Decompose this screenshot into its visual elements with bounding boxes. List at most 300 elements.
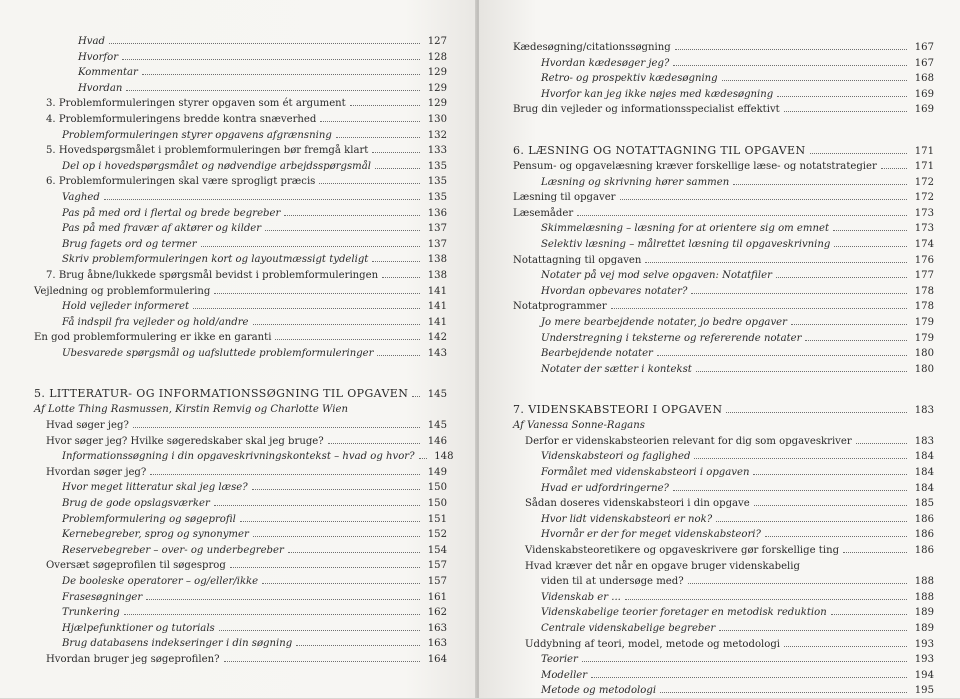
leader-dots xyxy=(193,308,420,309)
entry-title: Hvordan søger jeg? xyxy=(46,466,147,478)
entry-title: Hvordan opbevares notater? xyxy=(541,285,688,297)
entry-title: Uddybning af teori, model, metode og metodologi xyxy=(525,638,781,650)
leader-dots xyxy=(881,168,907,169)
page-number: 150 xyxy=(427,482,447,494)
page-number: 137 xyxy=(427,223,447,235)
toc-entry xyxy=(34,558,447,574)
entry-title: Problemformulering og søgeprofil xyxy=(62,513,236,525)
page-number: 169 xyxy=(914,88,934,100)
entry-title: Videnskabelige teorier foretager en metodisk reduktion xyxy=(541,607,827,619)
chapter-heading-5 xyxy=(34,385,447,402)
page-number: 189 xyxy=(914,623,934,634)
page-number: 195 xyxy=(914,685,934,697)
page-number: 183 xyxy=(914,405,934,417)
leader-dots xyxy=(230,567,420,568)
toc-entry xyxy=(34,128,447,144)
toc-entry xyxy=(513,253,934,269)
entry-title: Notattagning til opgaven xyxy=(513,254,642,266)
entry-title: En god problemformulering er ikke en garanti xyxy=(34,332,272,344)
leader-dots xyxy=(810,153,907,154)
leader-dots xyxy=(833,230,907,231)
page-number: 157 xyxy=(427,576,447,587)
leader-dots xyxy=(133,427,420,428)
toc-entry xyxy=(513,346,934,362)
toc-entry xyxy=(513,512,934,528)
entry-title: Retro- og prospektiv kædesøgning xyxy=(541,73,718,85)
page-number: 177 xyxy=(914,270,934,282)
toc-entry xyxy=(513,652,934,668)
entry-title: Videnskabsteoretikere og opgaveskrivere gør forskellige ting xyxy=(525,545,840,557)
entry-title: Hvordan xyxy=(78,82,123,94)
page-number: 148 xyxy=(434,451,454,463)
leader-dots xyxy=(591,677,907,678)
page-number: 179 xyxy=(914,316,934,328)
left-page xyxy=(0,0,477,698)
page-number: 138 xyxy=(427,254,447,266)
toc-entry xyxy=(513,605,934,621)
toc-entry xyxy=(34,190,447,206)
leader-dots xyxy=(262,583,420,584)
page-number: 180 xyxy=(914,348,934,360)
leader-dots xyxy=(645,262,907,263)
entry-title: Trunkering xyxy=(62,607,120,619)
leader-dots xyxy=(419,458,427,459)
leader-dots xyxy=(265,230,420,231)
entry-title: Sådan doseres videnskabsteori i din opgave xyxy=(525,498,750,510)
entry-title: Oversæt søgeprofilen til søgesprog xyxy=(46,560,226,572)
entry-title: Hjælpefunktioner og tutorials xyxy=(62,622,215,634)
page-number: 129 xyxy=(427,67,447,79)
entry-title: Kommentar xyxy=(78,67,138,79)
leader-dots xyxy=(834,246,907,247)
leader-dots xyxy=(733,184,907,185)
leader-dots xyxy=(696,371,907,372)
page-number: 163 xyxy=(427,622,447,634)
page-number: 138 xyxy=(427,269,447,281)
toc-entry xyxy=(513,481,934,497)
leader-dots xyxy=(275,339,420,340)
entry-title: 7. Brug åbne/lukkede spørgsmål bevidst i problemformuleringen xyxy=(46,269,379,281)
leader-dots xyxy=(657,355,907,356)
leader-dots xyxy=(694,458,907,459)
toc-entry xyxy=(34,574,447,590)
leader-dots xyxy=(831,614,907,615)
entry-title: Reservebegreber – over- og underbegreber xyxy=(62,544,284,556)
toc-entry xyxy=(34,96,447,112)
toc-entry xyxy=(513,87,934,103)
leader-dots xyxy=(320,121,420,122)
toc-entry xyxy=(513,190,934,206)
entry-title: Få indspil fra vejleder og hold/andre xyxy=(62,316,249,328)
toc-list-top-left xyxy=(34,34,447,361)
entry-title: Hvorfor kan jeg ikke nøjes med kædesøgning xyxy=(541,88,774,100)
toc-entry xyxy=(34,636,447,652)
page-number: 174 xyxy=(914,238,934,250)
entry-title: Hvad kræver det når en opgave bruger videnskabelig xyxy=(525,560,800,572)
page-number: 171 xyxy=(914,145,934,157)
page-number: 163 xyxy=(427,638,447,650)
entry-title: Læsemåder xyxy=(513,207,574,219)
page-number: 135 xyxy=(427,191,447,203)
leader-dots xyxy=(319,183,420,184)
page-number: 145 xyxy=(427,420,447,432)
toc-entry xyxy=(34,81,447,97)
entry-title: Centrale videnskabelige begreber xyxy=(541,623,716,634)
toc-entry xyxy=(34,159,447,175)
entry-title: Hvordan kædesøger jeg? xyxy=(541,57,670,69)
page-number: 194 xyxy=(914,669,934,681)
entry-title: De booleske operatorer – og/eller/ikke xyxy=(62,576,259,587)
toc-entry xyxy=(34,237,447,253)
page-number: 157 xyxy=(427,560,447,572)
leader-dots xyxy=(201,246,420,247)
leader-dots xyxy=(240,521,420,522)
toc-entry xyxy=(34,418,447,434)
page-number: 178 xyxy=(914,285,934,297)
page-number: 129 xyxy=(427,82,447,94)
toc-entry xyxy=(513,237,934,253)
toc-entry xyxy=(513,434,934,450)
leader-dots xyxy=(791,324,907,325)
leader-dots xyxy=(253,324,421,325)
toc-entry xyxy=(34,174,447,190)
leader-dots xyxy=(688,583,907,584)
page-number: 185 xyxy=(914,498,934,510)
entry-title: 5. Hovedspørgsmålet i problemformuleringen bør fremgå klart xyxy=(46,145,369,157)
toc-entry xyxy=(34,315,447,331)
toc-entry xyxy=(34,590,447,606)
page-number: 135 xyxy=(427,160,447,172)
page-number: 142 xyxy=(427,332,447,344)
toc-entry xyxy=(513,331,934,347)
entry-title: Understregning i teksterne og refererende notater xyxy=(541,332,802,344)
page-number: 164 xyxy=(427,653,447,665)
entry-title: Notatprogrammer xyxy=(513,301,607,313)
page-number: 143 xyxy=(427,347,447,359)
leader-dots xyxy=(219,630,420,631)
entry-title: Del op i hovedspørgsmålet og nødvendige arbejdsspørgsmål xyxy=(62,160,371,172)
page-number: 179 xyxy=(914,332,934,344)
page-number: 152 xyxy=(427,529,447,541)
leader-dots xyxy=(104,199,420,200)
entry-title: Vaghed xyxy=(62,191,100,203)
toc-entry xyxy=(34,252,447,268)
entry-title: Hvor meget litteratur skal jeg læse? xyxy=(62,482,248,494)
toc-list-chapter-7 xyxy=(513,434,934,699)
leader-dots xyxy=(375,168,420,169)
leader-dots xyxy=(150,474,420,475)
toc-entry xyxy=(513,637,934,653)
entry-title: Modeller xyxy=(541,669,588,681)
page-number: 186 xyxy=(914,529,934,541)
leader-dots xyxy=(691,293,907,294)
leader-dots xyxy=(673,490,907,491)
leader-dots xyxy=(146,599,420,600)
leader-dots xyxy=(660,692,907,693)
page-number: 186 xyxy=(914,513,934,525)
entry-title: Læsning og skrivning hører sammen xyxy=(541,176,730,188)
toc-entry xyxy=(34,268,447,284)
toc-entry xyxy=(34,465,447,481)
leader-dots xyxy=(124,614,420,615)
page-number: 193 xyxy=(914,638,934,650)
toc-entry xyxy=(34,206,447,222)
page-number: 176 xyxy=(914,254,934,266)
leader-dots xyxy=(252,489,420,490)
toc-entry xyxy=(513,284,934,300)
chapter-title: 7. VIDENSKABSTEORI I OPGAVEN xyxy=(513,403,723,417)
toc-entry xyxy=(34,299,447,315)
page-number: 137 xyxy=(427,238,447,250)
entry-title: Skriv problemformuleringen kort og layoutmæssigt tydeligt xyxy=(62,254,369,266)
entry-title: Pensum- og opgavelæsning kræver forskellige læse- og notatstrategier xyxy=(513,160,877,172)
entry-title: Frasesøgninger xyxy=(62,591,143,603)
leader-dots xyxy=(126,90,420,91)
page-number: 186 xyxy=(914,545,934,557)
leader-dots xyxy=(673,65,907,66)
entry-title: Brug databasens indekseringer i din søgning xyxy=(62,638,293,650)
entry-title: Notater på vej mod selve opgaven: Notatfiler xyxy=(541,270,772,282)
leader-dots xyxy=(582,661,907,662)
leader-dots xyxy=(372,152,420,153)
toc-entry xyxy=(513,175,934,191)
entry-title: 4. Problemformuleringens bredde kontra snæverhed xyxy=(46,113,317,125)
toc-entry xyxy=(513,574,934,590)
toc-entry xyxy=(34,65,447,81)
chapter-title: 6. LÆSNING OG NOTATTAGNING TIL OPGAVEN xyxy=(513,143,806,157)
entry-title: 3. Problemformuleringen styrer opgaven som ét argument xyxy=(46,98,346,110)
leader-dots xyxy=(675,49,907,50)
entry-title: Brug din vejleder og informationsspecialist effektivt xyxy=(513,104,780,116)
entry-title: Hvor søger jeg? Hvilke søgeredskaber skal jeg bruge? xyxy=(46,435,324,447)
entry-title: Problemformuleringen styrer opgavens afgrænsning xyxy=(62,129,332,141)
entry-title: Hold vejleder informeret xyxy=(62,301,190,313)
chapter-title: 5. LITTERATUR- OG INFORMATIONSSØGNING TIL OPGAVEN xyxy=(34,387,409,401)
page-number: 129 xyxy=(427,98,447,110)
toc-entry xyxy=(513,71,934,87)
leader-dots xyxy=(856,443,907,444)
entry-title: Formålet med videnskabsteori i opgaven xyxy=(541,467,750,479)
leader-dots xyxy=(336,137,420,138)
leader-dots xyxy=(754,505,907,506)
leader-dots xyxy=(377,355,420,356)
toc-entry xyxy=(513,590,934,606)
toc-entry xyxy=(513,315,934,331)
leader-dots xyxy=(843,552,907,553)
entry-title: Hvor lidt videnskabsteori er nok? xyxy=(541,513,713,525)
leader-dots xyxy=(719,630,907,631)
chapter-heading-6 xyxy=(513,142,934,159)
toc-entry xyxy=(34,330,447,346)
leader-dots xyxy=(122,59,420,60)
page-number: 162 xyxy=(427,607,447,619)
page-number: 127 xyxy=(427,36,447,47)
entry-title: Hvad xyxy=(78,36,105,47)
toc-entry xyxy=(34,284,447,300)
page-number: 168 xyxy=(914,73,934,85)
leader-dots xyxy=(382,277,420,278)
chapter-authors: Af Lotte Thing Rasmussen, Kirstin Remvig og Charlotte Wien xyxy=(34,404,348,416)
page-number: 184 xyxy=(914,451,934,463)
toc-entry xyxy=(513,40,934,56)
entry-title: Teorier xyxy=(541,654,578,666)
entry-title: Pas på med fravær af aktører og kilder xyxy=(62,223,262,235)
entry-title: viden til at undersøge med? xyxy=(541,576,684,588)
leader-dots xyxy=(350,105,420,106)
page-number: 173 xyxy=(914,207,934,219)
leader-dots xyxy=(142,74,420,75)
page-number: 133 xyxy=(427,145,447,157)
page-number: 135 xyxy=(427,176,447,188)
entry-title: Metode og metodologi xyxy=(541,685,657,697)
leader-dots xyxy=(620,199,907,200)
entry-title: Selektiv læsning – målrettet læsning til opgaveskrivning xyxy=(541,238,831,250)
toc-entry xyxy=(513,221,934,237)
page-number: 161 xyxy=(427,591,447,603)
toc-entry xyxy=(513,159,934,175)
leader-dots xyxy=(784,111,907,112)
page-number: 169 xyxy=(914,104,934,116)
toc-entry xyxy=(34,221,447,237)
toc-entry xyxy=(513,496,934,512)
page-number: 167 xyxy=(914,42,934,53)
leader-dots xyxy=(777,96,907,97)
entry-title: Vejledning og problemformulering xyxy=(34,285,211,297)
leader-dots xyxy=(214,505,420,506)
entry-title: Informationssøgning i din opgaveskrivningskontekst – hvad og hvor? xyxy=(62,451,415,463)
toc-entry xyxy=(34,346,447,362)
page-number: 136 xyxy=(427,207,447,219)
page-number: 184 xyxy=(914,467,934,479)
leader-dots xyxy=(716,521,907,522)
entry-title: Videnskab er ... xyxy=(541,591,621,603)
entry-title: Bearbejdende notater xyxy=(541,348,653,360)
page-number: 145 xyxy=(427,389,447,401)
entry-title: Hvad søger jeg? xyxy=(46,420,129,432)
leader-dots xyxy=(805,340,907,341)
leader-dots xyxy=(253,536,420,537)
leader-dots xyxy=(765,536,907,537)
toc-entry xyxy=(513,268,934,284)
entry-title: Læsning til opgaver xyxy=(513,192,616,204)
entry-title: Skimmelæsning – læsning for at orientere sig om emnet xyxy=(541,223,830,235)
entry-title: Derfor er videnskabsteorien relevant for dig som opgaveskriver xyxy=(525,435,852,447)
entry-title: Pas på med ord i flertal og brede begreber xyxy=(62,207,281,219)
entry-title: Videnskabsteori og faglighed xyxy=(541,451,691,463)
toc-entry xyxy=(513,449,934,465)
leader-dots xyxy=(288,552,420,553)
toc-entry xyxy=(513,206,934,222)
toc-entry xyxy=(34,605,447,621)
entry-title: Brug de gode opslagsværker xyxy=(62,498,210,510)
toc-entry xyxy=(513,543,934,559)
leader-dots xyxy=(372,261,420,262)
toc-list-chapter-6 xyxy=(513,159,934,377)
leader-dots xyxy=(284,215,420,216)
entry-title: Kernebegreber, sprog og synonymer xyxy=(62,529,249,541)
page-number: 171 xyxy=(914,160,934,172)
toc-entry xyxy=(34,496,447,512)
toc-entry xyxy=(513,465,934,481)
leader-dots xyxy=(784,646,907,647)
toc-entry xyxy=(34,143,447,159)
toc-entry xyxy=(34,34,447,50)
right-page xyxy=(479,0,960,698)
page-number: 172 xyxy=(914,176,934,188)
toc-entry xyxy=(34,512,447,528)
entry-title: Kædesøgning/citationssøgning xyxy=(513,42,671,53)
page-number: 193 xyxy=(914,654,934,666)
entry-title: Notater der sætter i kontekst xyxy=(541,363,692,375)
toc-entry xyxy=(513,102,934,118)
toc-entry xyxy=(513,621,934,637)
entry-title: Jo mere bearbejdende notater, jo bedre opgaver xyxy=(541,316,787,328)
toc-entry xyxy=(513,683,934,699)
page-number: 189 xyxy=(914,607,934,619)
leader-dots xyxy=(577,215,907,216)
toc-entry xyxy=(513,559,934,575)
entry-title: Hvorfor xyxy=(78,51,119,63)
entry-title: Brug fagets ord og termer xyxy=(62,238,197,250)
page-number: 151 xyxy=(427,513,447,525)
toc-entry xyxy=(513,56,934,72)
toc-entry xyxy=(34,50,447,66)
toc-entry xyxy=(513,668,934,684)
toc-entry xyxy=(34,543,447,559)
toc-entry xyxy=(34,480,447,496)
page-number: 149 xyxy=(427,466,447,478)
leader-dots xyxy=(224,661,420,662)
entry-title: Hvad er udfordringerne? xyxy=(541,482,669,494)
entry-title: Hvornår er der for meget videnskabsteori? xyxy=(541,529,761,541)
entry-title: 6. Problemformuleringen skal være sprogligt præcis xyxy=(46,176,316,188)
page-number: 180 xyxy=(914,363,934,375)
leader-dots xyxy=(296,645,420,646)
leader-dots xyxy=(726,412,907,413)
page-number: 130 xyxy=(427,113,447,125)
toc-entry xyxy=(513,527,934,543)
toc-entry xyxy=(34,112,447,128)
toc-entry xyxy=(34,652,447,668)
toc-entry xyxy=(34,527,447,543)
page-number: 167 xyxy=(914,57,934,69)
toc-entry xyxy=(513,362,934,378)
page-number: 150 xyxy=(427,498,447,510)
toc-list-chapter-5 xyxy=(34,418,454,668)
page-number: 172 xyxy=(914,192,934,204)
page-number: 154 xyxy=(427,544,447,556)
toc-entry xyxy=(34,449,454,465)
leader-dots xyxy=(776,277,907,278)
page-number: 188 xyxy=(914,576,934,588)
page-number: 188 xyxy=(914,591,934,603)
leader-dots xyxy=(611,308,907,309)
leader-dots xyxy=(625,599,907,600)
entry-title: Hvordan bruger jeg søgeprofilen? xyxy=(46,653,220,665)
page-number: 183 xyxy=(914,435,934,447)
leader-dots xyxy=(328,443,420,444)
page-number: 178 xyxy=(914,301,934,313)
toc-entry xyxy=(513,299,934,315)
page-number: 132 xyxy=(427,129,447,141)
page-number: 141 xyxy=(427,285,447,297)
toc-list-top-right xyxy=(513,40,934,118)
leader-dots xyxy=(214,293,420,294)
leader-dots xyxy=(753,474,907,475)
page-number: 141 xyxy=(427,301,447,313)
toc-entry xyxy=(34,434,447,450)
entry-title: Ubesvarede spørgsmål og uafsluttede problemformuleringer xyxy=(62,347,374,359)
